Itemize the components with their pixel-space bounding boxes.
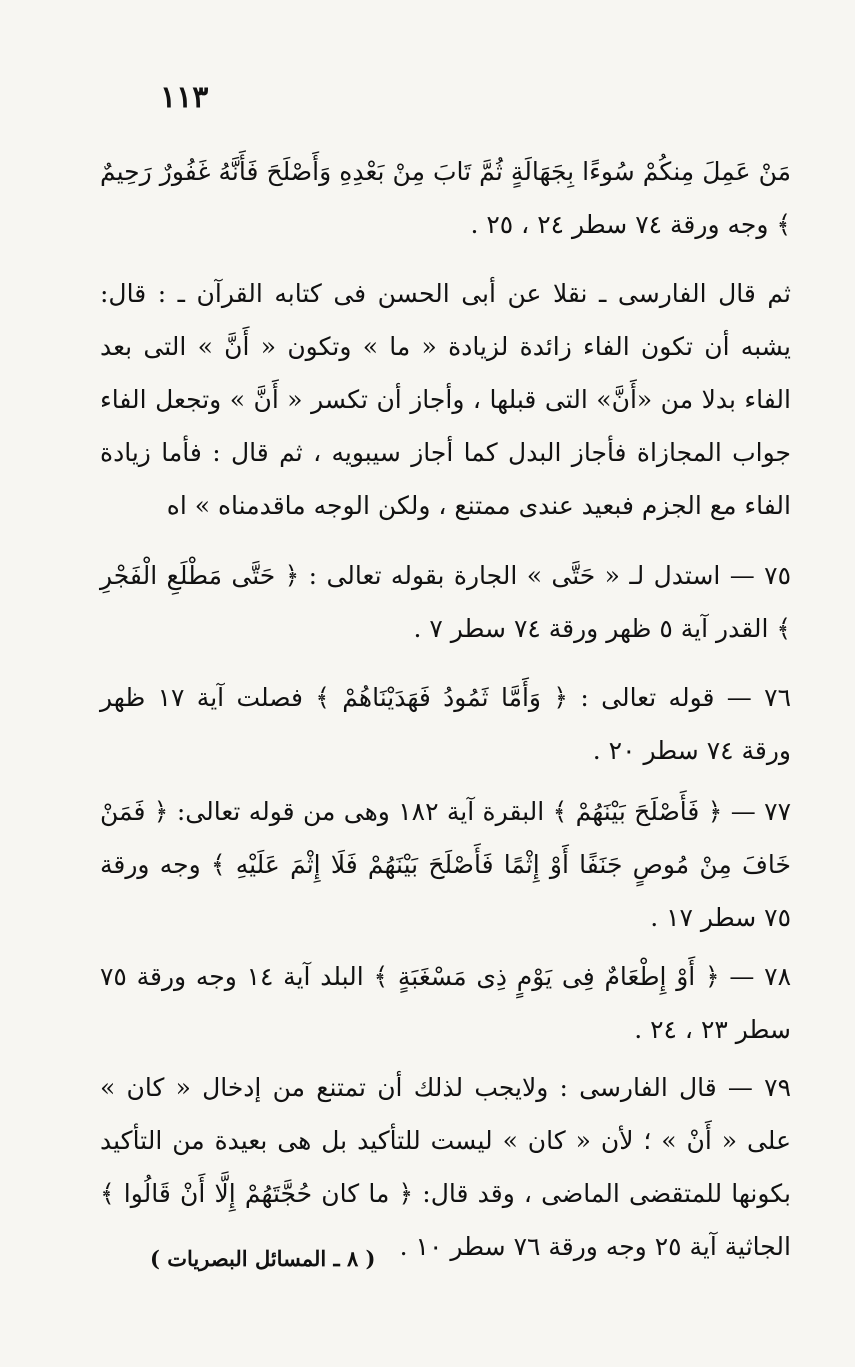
paragraph-item-77: ٧٧ — ﴿ فَأَصْلَحَ بَيْنَهُمْ ﴾ البقرة آية ١٨٢ وهى من قوله تعالى: ﴿ فَمَنْ خَافَ مِنْ مُوصٍ جَنَفًا أَوْ إِثْمًا فَأَصْلَحَ بَيْنَهُمْ فَلَا إِثْمَ عَلَيْهِ ﴾ وجه ورقة ٧٥ سطر ١٧ .	[100, 797, 791, 932]
page-footer: ( ٨ ـ المسائل البصريات )	[150, 1246, 376, 1271]
paragraph-quran-continuation: مَنْ عَمِلَ مِنكُمْ سُوءًا بِجَهَالَةٍ ثُمَّ تَابَ مِنْ بَعْدِهِ وَأَصْلَحَ فَأَنَّهُ غَفُورٌ رَحِيمٌ ﴾ وجه ورقة ٧٤ سطر ٢٤ ، ٢٥ .	[100, 157, 791, 239]
paragraph-item-78: ٧٨ — ﴿ أَوْ إِطْعَامٌ فِى يَوْمٍ ذِى مَسْغَبَةٍ ﴾ البلد آية ١٤ وجه ورقة ٧٥ سطر ٢٣ ، ٢٤ .	[100, 962, 791, 1044]
page-number: ١١٣	[160, 80, 209, 115]
paragraph-item-75: ٧٥ — استدل لـ « حَتَّى » الجارة بقوله تعالى : ﴿ حَتَّى مَطْلَعِ الْفَجْرِ ﴾ القدر آية ٥ ظهر ورقة ٧٤ سطر ٧ .	[100, 561, 791, 643]
paragraph-farisi-quote: ثم قال الفارسى ـ نقلا عن أبى الحسن فى كتابه القرآن ـ : قال: يشبه أن تكون الفاء زائدة لزيادة « ما » وتكون « أَنَّ » التى بعد الفاء بدلا من «أَنَّ» التى قبلها ، وأجاز أن تكسر « أَنَّ » وتجعل الفاء جواب المجازاة فأجاز البدل كما أجاز سيبويه ، ثم قال : فأما زيادة الفاء مع الجزم فبعيد عندى ممتنع ، ولكن الوجه ماقدمناه » اه	[100, 279, 791, 520]
paragraph-item-76: ٧٦ — قوله تعالى : ﴿ وَأَمَّا ثَمُودُ فَهَدَيْنَاهُمْ ﴾ فصلت آية ١٧ ظهر ورقة ٧٤ سطر ٢٠ .	[100, 683, 792, 765]
paragraph-item-79: ٧٩ — قال الفارسى : ولايجب لذلك أن تمتنع من إدخال « كان » على « أَنْ » ؛ لأن « كان » ليست للتأكيد بل هى بعيدة من التأكيد بكونها للمتقضى الماضى ، وقد قال: ﴿ ما كان حُجَّتَهُمْ إِلَّا أَنْ قَالُوا ﴾ الجاثية آية ٢٥ وجه ورقة ٧٦ سطر ١٠ .	[100, 1073, 791, 1261]
